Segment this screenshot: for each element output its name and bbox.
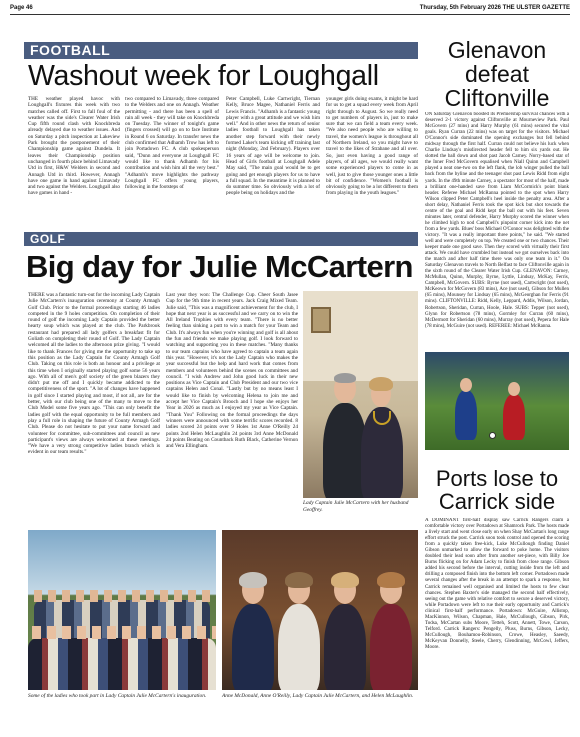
group-heads-front xyxy=(32,626,216,639)
football-section-bar xyxy=(24,42,418,59)
photo-glenavon-action xyxy=(425,352,569,450)
caption-four-ladies: Anne McDonald, Anne O'Reilly, Lady Captain Julie McCartern, and Helen McLaughlin. xyxy=(222,693,414,699)
caption-group-ladies: Some of the ladies who took part in Lady Captain Julie McCartern's inauguration. xyxy=(28,693,207,699)
golf-section-label: GOLF xyxy=(30,232,66,246)
player-2-figure xyxy=(503,394,525,440)
golf-column-2: Last year they won: The Challenge Cup. Cheer South Jasee Cup for the 9th time in recent years. Jack Craig Mixed Team. Julie said, "This was a magnificent achievement for the club, I hope that next year is as successful and we carry on to win the All Ireland Trophies with every team. "There is no better feeling than sinking a putt to win a match for your Team and Club. It's always fun when you're winning and golf is all about the fun and friends we make playing golf. I look forward to watching and supporting you in these matches. "Many thanks to our team captains who have agreed to captain a team again this year. "However, it's not the Lady Captain who makes the year successful but the help and hard work that comes from members and volunteers behind the scenes on committees and council. "I wish Andrew and John good luck in their new positions as Vice Captain and Club President and our two vice captains Helen and Conal. "Lastly but by no means least I would like to finish by welcoming Helena to join me and accept her Vice Captain's Brooch and I hope she enjoys her Year in 2026 as much as I enjoyed my year as Vice Captain. "Thank You" Following on the formal proceedings the days winners were announced with some terrific scores recorded. 8 ladies scored 24 points over 9 Holes 1st Anne O'Reilly 24 points 2nd Helen McLaughlin 24 points 3rd Anne McDonald 24 points Beating on Countback Ruth Black, Catherine Vernon and Vera Ellingham. xyxy=(166,292,298,450)
caption-captain-with-husband: Lady Captain Julie McCartern with her husband Geoffrey. xyxy=(303,500,409,513)
football-headline: Washout week for Loughgall xyxy=(28,60,379,92)
ports-headline: Ports lose to Carrick side xyxy=(435,466,559,514)
football-column-3: Peter Campbell, Luke Cartwright, Tiernan Kelly, Bruce Magee, Nathaniel Ferris and Lewis Francis. "Adhamh is a fantastic young player with a great attitude and we wish him well." And in other news the return of senior ladies football to Loughgall has taken another step forward with their newly formed Laker's team kicking off training last night (Monday, 2nd February). Players over 16 years of age will be welcome to join. Head of Girls football at Loughgall Adele May said, "The main goal would be to get going and get enough players for us to have a full squad. In the meantime it is planned to do summer time. So obviously with a lot of people being on holidays and the xyxy=(226,96,320,197)
glenavon-body: ON Saturday Glenavon boosted its Premiership survival chances with a deserved 2-1 victory against Cliftonville at Mourneview Park. Paul McGovern (27 mins) and Harry Murphy (61 mins) secured the vital goals. Ryan Curran (22 mins) was on target for the visitors. Michael O'Connor's side dominated the opening exchanges but fell behind midway through the first half. Curran could not believe his luck when Charlie Lindsay's misdirected header fell to him six yards out. He slotted the ball down and shot past Jacob Carney. Norry-based star of the Inner Fred McGovern equalised when Niall Quinn and Campbell played a neat one-two on the left flank, the lob winger pulled the ball back from the byline and the teenager shot past Lewis Ridd from eight yards. In the 49th minute Carney, a spectator for most of the half, made a brilliant one-handed save from Liam McCormick's point blank header. Referee Michael McRanna pointed to the spot when Harry Wilson clipped Peter Campbell's heel inside the penalty area. After a short delay, Nathaniel Ferris took the spot kick but shot towards the centre of the goal and Ridd kept the ball out with his feet. Seven minutes later, central defender, Harry Murphy scored the winner when he climbed high to nod Campbell's pinpoint corner kick into the net from a few yards. Blues' boss Michael O'Connor was delighted with the victory. "It was a really important three points," he said. "We started well and were completely on top. We created one or two chances. Their keeper made one good save. Then they scored with virtually their first attack. We could have crumbled but instead we got ourselves back into the match and after half time there was only one team in it." On Saturday Glenavon travels to North Belfast to face Cliftonville again in the sixth round of the Clearer Water Irish Cup. GLENAVON: Carney, McMullan, Quinn, Murphy, Byrne, Lyttle, Lindsay, McKay, Ferris, Campbell, McGovern. SUBS: Byrne (not used), Cartwright (not used), McKeown for McGovern (83 mins), Ace (not used), Gibson for Mullen (65 mins), Mounsey for Lindsay (65 mins), McGeorghan for Ferris (91 mins). CLIFTONVILLE: Ridd, Kelly, Leppard, Addis, Wilson, Jordan, Robertson, Sheridan, Curran, Hoole, Hale. SUBS: Tepper (not used), Glynn for Robertson (78 mins), Gormley for Curran (60 mins), McDermott for Sheridan (60 mins), Murray (not used), Pepera for Hale (78 mins), McGuire (not used). REFEREE: Michael McRanna. xyxy=(425,112,569,329)
photo-bg-wall xyxy=(303,291,418,381)
football-section-label: FOOTBALL xyxy=(30,42,111,58)
photo-group-ladies xyxy=(28,530,216,690)
lady-3-figure xyxy=(324,604,366,690)
golf-headline: Big day for Julie McCartern xyxy=(26,249,413,284)
player-1-figure xyxy=(455,390,477,440)
ports-body: A DOMINANT first-half display saw Carrick Rangers claim a comfortable victory over Portadown at Shamrock Park. The hosts made a lively start and went close early on when Shay McCartan's long range effort struck the post. Carrick soon took control and opened the scoring from a quickly taken free-kick, Luke McCullough finding Daniel Gibson unmarked to allow the forward to poke home. The visitors doubled their lead soon after from another set-piece, with Billy Joe Burns flicking on for Adam Lecky to finish from close range. Gibson added his second before the interval, cutting inside from the left and drilling a composed finish into the bottom left corner. Portadown made several changes after the break in an attempt to spark a response, but Carrick remained well organised and limited the hosts to few clear chances. Stephen Baxter's side managed the second half effectively, seeing out the game with relative comfort to secure a deserved victory, while Portadown were left to rue their early opportunity and Carrick's clinical first-half performance. Portadown: McGuire, Allistop, MacKinnon, Wilson, Chapman, Hale, McCullough, Gibson, Pirk, Todsa, McCartan subs Moore, Tetteh, Scott, Annett, Towe, Carson, Telford. Carrick Rangers: Pengelly, Pluss, Burns, Gibson, Lecky, McCullough, Bouhamou-Robinson, Crowe, Heasley, Saeedy, McKeyvan Donnelly, Steele, Cherry, Glendinning, McCowl, Jeffers, Moore. xyxy=(425,518,569,650)
husband-hair xyxy=(334,373,356,383)
player-2-head xyxy=(508,382,520,396)
glenavon-headline: Glenavon defeat Cliftonville xyxy=(444,37,550,111)
lady-3-hair xyxy=(331,572,359,588)
photo-four-ladies xyxy=(222,530,418,690)
lady-1-figure xyxy=(232,604,274,690)
page-number: Page 46 xyxy=(10,5,33,11)
issue-date: Thursday, 5th February 2026 THE ULSTER GAZETTE xyxy=(419,5,570,11)
group-heads-back xyxy=(34,590,210,602)
lady-2-figure xyxy=(278,604,320,690)
captain-hair xyxy=(369,377,393,391)
lady-2-hair xyxy=(285,572,313,588)
ball-icon xyxy=(489,432,496,439)
photo-captain-with-husband xyxy=(303,291,418,498)
player-1-head xyxy=(460,378,472,392)
lady-4-hair xyxy=(377,572,405,588)
photo-frame-icon xyxy=(311,307,331,333)
golf-column-1: THERE was a fantastic turn-out for the incoming Lady Captain Julie McCartern's inauguration ceremony at County Armagh Golf Club. Prior to the formal proceedings starting 46 ladies competed in the 9 holes competition. On completion of their round of golf the incoming Lady Captain provided the better hearty soup which was played at the club. The Parkbrook restaurant had prepared all lady golfers a breakfast fit for Goliath on completing their round of Golf. The Lady Captain welcomed all the ladies to the afternoon prize giving. "I would like to thank Frances for giving me the opportunity to take up this position as the Lady Captain for County Armagh Golf Club. Taking on this role is both an honour and a privilege at this time when I originally started playing golf some 56 years ago. With all of men's golf society of the green blazers they didn't put me off and I quickly became addicted to the competitiveness of the sport. "A lot of changes have happened in golf since I started playing and most, if not all, are for the better, with our club being one of the many to move to the Club Model some five years ago. "This can only benefit the ladies golf with the equal opportunity to be full members and play a full role in shaping the future of County Armagh Golf Club. Please do not hesitate to put your name forward and volunteer for committee, sub-committees and council as new participant's views are always welcomed at these meetings. "We have a very strong competitive ladies branch which is evident in our team results." xyxy=(28,292,160,456)
lady-1-hair xyxy=(239,572,267,588)
page-header xyxy=(10,5,570,15)
football-column-2: two compared to Limavady, three compared to the Welders and one on Annagh. Weather permitting - and there has been a spell of rain all week - they will take on Knockbreda on Tuesday. The winner of tonight's game (fingers crossed) will go on to face Institute in Round 6 on Saturday. In transfer news the club confirmed that Adhamh Trow has left to join Portadown FC. A club spokesperson said, "Dunn and everyone at Loughgall FC would like to thank Adhamh for his contribution and wish him all the very best." "Adhamh's move highlights the pathway Loughgall FC offers young players, following in the footsteps of xyxy=(125,96,219,191)
group-row-front xyxy=(28,638,216,690)
golf-section-bar xyxy=(24,232,418,246)
football-column-4: younger girls doing exams, it might be hard for us to get a squad every week from April right through to August. So we really need to get numbers of players in, just to make sure that we can field a team every week. "We also need people who are willing to travel, the women's league is throughout all of Northern Ireland, so you might have to travel to the likes of Strabane and all over. So, just even having a good range of players, of all ages, we would really want some experienced players to come in as well, just to give those younger ones a little bit of confidence. "Women's football is obviously going to be a lot different to them from playing in the youth leagues." xyxy=(326,96,418,197)
lady-4-figure xyxy=(370,604,412,690)
football-column-1: THE weather played havoc with Loughgall's fixtures this week with two matches called off. First to fall foul of the weather was the side's Clearer Water Irish Cup fifth round clash with Knockbreda already delayed due to weather issues. And on Saturday a pitch inspection at Lakeview Park brought the postponement of their Championship game against Dundela. It leaves their Championship position unchanged in fourth place behind Limavady Utd in first, H&W Welders in second and Annagh Utd in third. However, Annagh have one game in hand against Limavady and two against the Welders. Loughgall also have games in hand - xyxy=(28,96,120,197)
